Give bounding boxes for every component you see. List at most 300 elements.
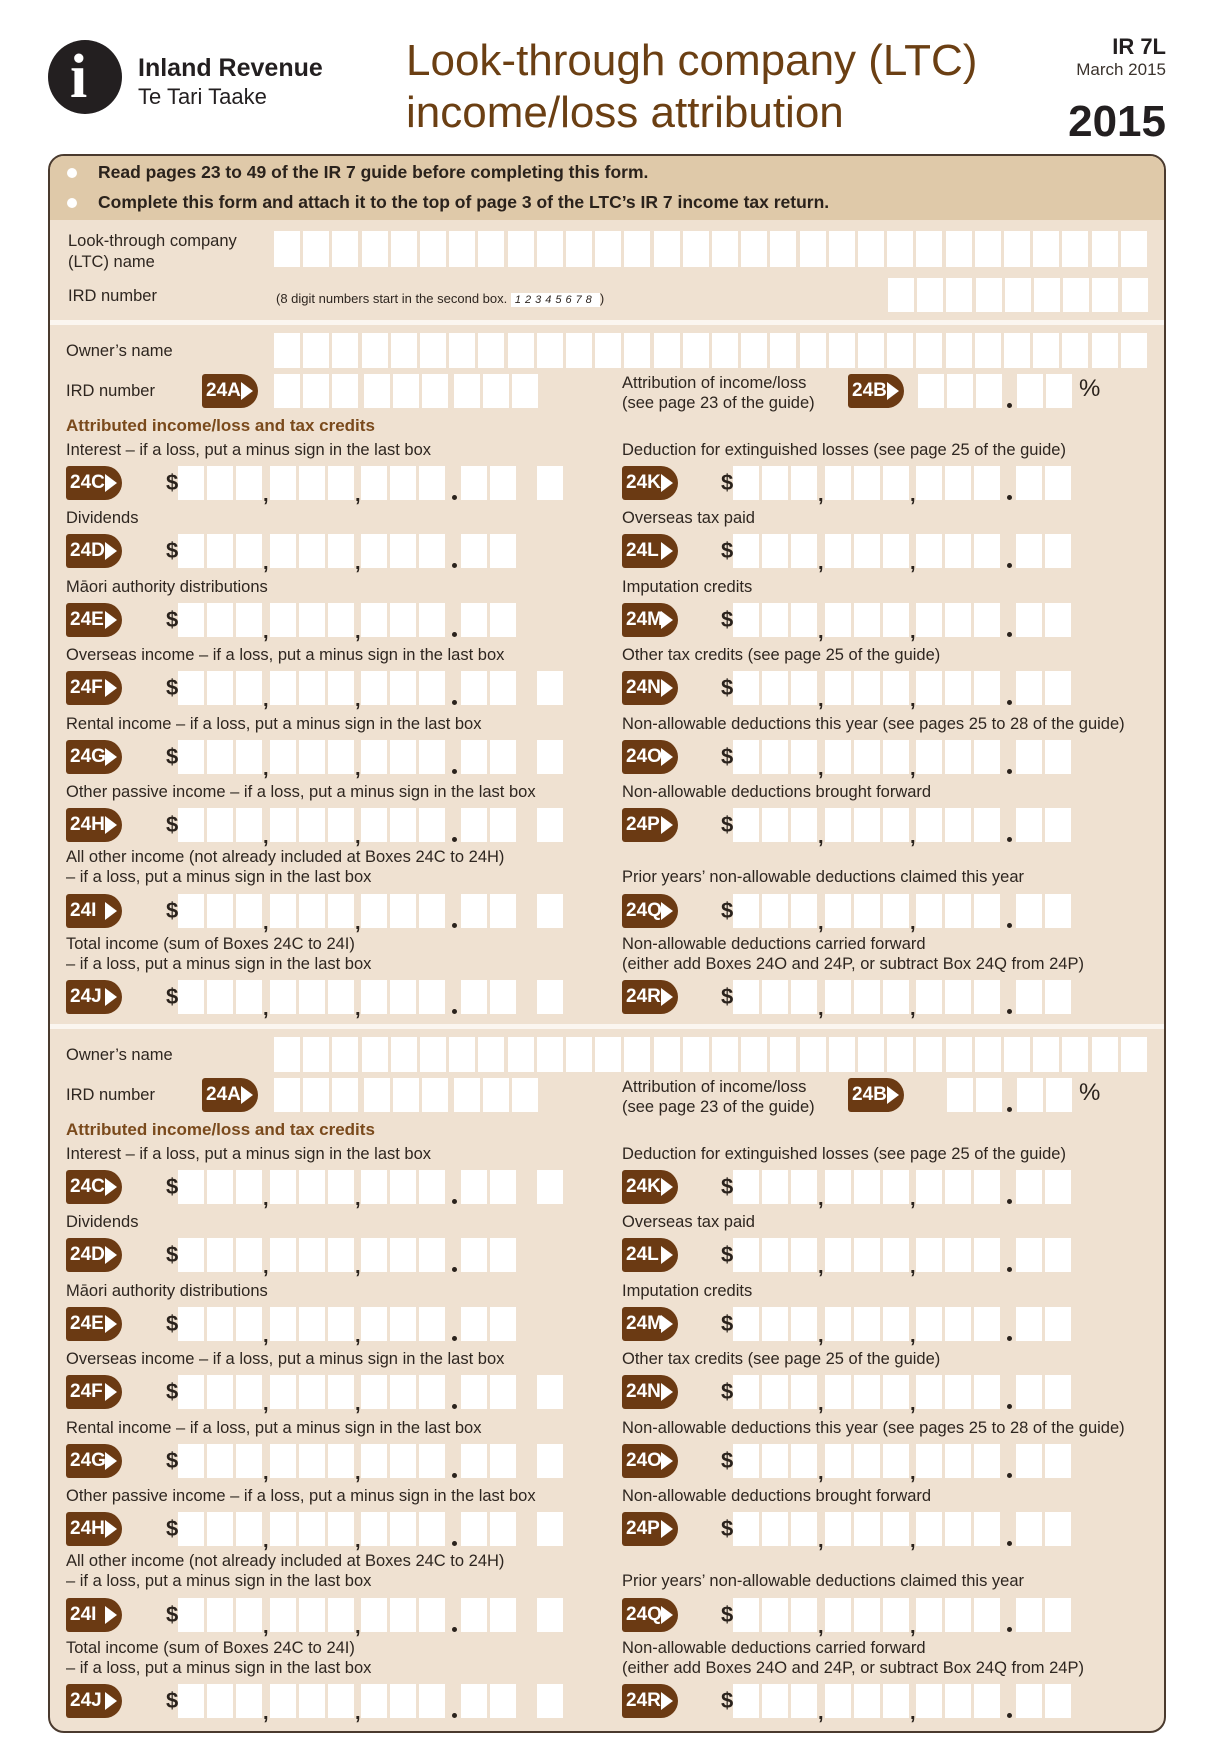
amount-digit-box[interactable]: [974, 1444, 1000, 1478]
amount-digit-box[interactable]: [419, 534, 445, 568]
amount-digit-box[interactable]: [236, 980, 262, 1014]
amount-digit-box[interactable]: [974, 980, 1000, 1014]
amount-digit-box[interactable]: [733, 1375, 759, 1409]
amount-digit-box[interactable]: [762, 808, 788, 842]
amount-digit-box[interactable]: [270, 808, 296, 842]
owner-name-box[interactable]: [975, 333, 1001, 368]
amount-digit-box[interactable]: [916, 1598, 942, 1632]
amount-digit-box[interactable]: [361, 740, 387, 774]
amount-digit-box[interactable]: [270, 894, 296, 928]
owner-name-box[interactable]: [1092, 333, 1118, 368]
amount-digit-box[interactable]: [299, 1375, 325, 1409]
amount-digit-box[interactable]: [390, 808, 416, 842]
cents-digit-box[interactable]: [461, 740, 487, 774]
amount-digit-box[interactable]: [178, 466, 204, 500]
amount-digit-box[interactable]: [825, 980, 851, 1014]
owner-name-box[interactable]: [887, 333, 913, 368]
ltc-name-box[interactable]: [1092, 231, 1118, 267]
ltc-name-box[interactable]: [391, 231, 417, 267]
cents-digit-box[interactable]: [1016, 671, 1042, 705]
cents-digit-box[interactable]: [461, 1684, 487, 1718]
cents-digit-box[interactable]: [1016, 1170, 1042, 1204]
amount-digit-box[interactable]: [236, 534, 262, 568]
amount-digit-box[interactable]: [207, 671, 233, 705]
amount-digit-box[interactable]: [328, 1684, 354, 1718]
ltc-name-box[interactable]: [829, 231, 855, 267]
amount-digit-box[interactable]: [299, 1444, 325, 1478]
attribution-percent-box[interactable]: [976, 374, 1002, 408]
amount-digit-box[interactable]: [883, 980, 909, 1014]
owner-name-box[interactable]: [537, 1037, 563, 1072]
amount-digit-box[interactable]: [733, 1444, 759, 1478]
ltc-name-box[interactable]: [1062, 231, 1088, 267]
cents-digit-box[interactable]: [1045, 1238, 1071, 1272]
cents-digit-box[interactable]: [1045, 603, 1071, 637]
ltc-name-box[interactable]: [508, 231, 534, 267]
amount-digit-box[interactable]: [762, 1512, 788, 1546]
amount-digit-box[interactable]: [207, 1375, 233, 1409]
amount-digit-box[interactable]: [270, 1512, 296, 1546]
cents-digit-box[interactable]: [1016, 534, 1042, 568]
amount-digit-box[interactable]: [945, 1512, 971, 1546]
owner-ird-box[interactable]: [393, 374, 419, 408]
cents-digit-box[interactable]: [461, 534, 487, 568]
amount-digit-box[interactable]: [762, 534, 788, 568]
ltc-name-box[interactable]: [887, 231, 913, 267]
amount-digit-box[interactable]: [299, 1238, 325, 1272]
amount-digit-box[interactable]: [236, 1512, 262, 1546]
amount-digit-box[interactable]: [733, 1170, 759, 1204]
cents-digit-box[interactable]: [461, 1512, 487, 1546]
owner-name-box[interactable]: [1033, 333, 1059, 368]
owner-ird-box[interactable]: [454, 1078, 480, 1112]
owner-ird-box[interactable]: [303, 374, 329, 408]
amount-digit-box[interactable]: [854, 603, 880, 637]
amount-digit-box[interactable]: [945, 1375, 971, 1409]
amount-digit-box[interactable]: [854, 1238, 880, 1272]
amount-digit-box[interactable]: [733, 894, 759, 928]
amount-digit-box[interactable]: [883, 671, 909, 705]
amount-digit-box[interactable]: [419, 1444, 445, 1478]
amount-digit-box[interactable]: [733, 466, 759, 500]
amount-digit-box[interactable]: [419, 671, 445, 705]
amount-digit-box[interactable]: [328, 1170, 354, 1204]
amount-digit-box[interactable]: [762, 1238, 788, 1272]
amount-digit-box[interactable]: [207, 603, 233, 637]
amount-digit-box[interactable]: [299, 1170, 325, 1204]
minus-sign-box[interactable]: [537, 1444, 563, 1478]
cents-digit-box[interactable]: [461, 1375, 487, 1409]
amount-digit-box[interactable]: [916, 466, 942, 500]
ltc-name-box[interactable]: [916, 231, 942, 267]
amount-digit-box[interactable]: [419, 466, 445, 500]
amount-digit-box[interactable]: [178, 740, 204, 774]
amount-digit-box[interactable]: [733, 740, 759, 774]
amount-digit-box[interactable]: [945, 1598, 971, 1632]
amount-digit-box[interactable]: [328, 466, 354, 500]
amount-digit-box[interactable]: [974, 740, 1000, 774]
cents-digit-box[interactable]: [461, 1170, 487, 1204]
amount-digit-box[interactable]: [236, 808, 262, 842]
cents-digit-box[interactable]: [490, 1307, 516, 1341]
amount-digit-box[interactable]: [236, 1444, 262, 1478]
amount-digit-box[interactable]: [419, 1375, 445, 1409]
cents-digit-box[interactable]: [461, 466, 487, 500]
minus-sign-box[interactable]: [537, 740, 563, 774]
owner-ird-box[interactable]: [393, 1078, 419, 1112]
amount-digit-box[interactable]: [945, 671, 971, 705]
minus-sign-box[interactable]: [537, 1598, 563, 1632]
amount-digit-box[interactable]: [916, 1375, 942, 1409]
ltc-name-box[interactable]: [654, 231, 680, 267]
cents-digit-box[interactable]: [490, 980, 516, 1014]
cents-digit-box[interactable]: [1045, 1598, 1071, 1632]
owner-name-box[interactable]: [391, 1037, 417, 1072]
amount-digit-box[interactable]: [883, 1512, 909, 1546]
owner-ird-box[interactable]: [332, 1078, 358, 1112]
amount-digit-box[interactable]: [299, 1512, 325, 1546]
amount-digit-box[interactable]: [299, 671, 325, 705]
amount-digit-box[interactable]: [328, 1512, 354, 1546]
amount-digit-box[interactable]: [361, 1307, 387, 1341]
amount-digit-box[interactable]: [419, 1598, 445, 1632]
amount-digit-box[interactable]: [299, 603, 325, 637]
owner-name-box[interactable]: [274, 1037, 300, 1072]
ltc-name-box[interactable]: [537, 231, 563, 267]
amount-digit-box[interactable]: [945, 1684, 971, 1718]
amount-digit-box[interactable]: [791, 1444, 817, 1478]
amount-digit-box[interactable]: [945, 740, 971, 774]
cents-digit-box[interactable]: [461, 1238, 487, 1272]
owner-name-box[interactable]: [478, 333, 504, 368]
ltc-ird-box[interactable]: [1063, 278, 1089, 312]
minus-sign-box[interactable]: [537, 466, 563, 500]
amount-digit-box[interactable]: [854, 1375, 880, 1409]
amount-digit-box[interactable]: [883, 740, 909, 774]
amount-digit-box[interactable]: [945, 603, 971, 637]
cents-digit-box[interactable]: [1045, 1375, 1071, 1409]
owner-name-box[interactable]: [800, 333, 826, 368]
amount-digit-box[interactable]: [883, 1238, 909, 1272]
amount-digit-box[interactable]: [791, 603, 817, 637]
amount-digit-box[interactable]: [733, 603, 759, 637]
ltc-name-box[interactable]: [303, 231, 329, 267]
amount-digit-box[interactable]: [916, 1238, 942, 1272]
owner-name-box[interactable]: [683, 333, 709, 368]
amount-digit-box[interactable]: [916, 603, 942, 637]
amount-digit-box[interactable]: [916, 980, 942, 1014]
owner-name-box[interactable]: [741, 1037, 767, 1072]
amount-digit-box[interactable]: [854, 1512, 880, 1546]
amount-digit-box[interactable]: [762, 1684, 788, 1718]
amount-digit-box[interactable]: [299, 534, 325, 568]
attribution-percent-box[interactable]: [976, 1078, 1002, 1112]
ltc-name-box[interactable]: [712, 231, 738, 267]
cents-digit-box[interactable]: [1045, 671, 1071, 705]
minus-sign-box[interactable]: [537, 671, 563, 705]
amount-digit-box[interactable]: [883, 466, 909, 500]
cents-digit-box[interactable]: [1045, 1512, 1071, 1546]
amount-digit-box[interactable]: [270, 1684, 296, 1718]
owner-name-box[interactable]: [566, 1037, 592, 1072]
owner-name-box[interactable]: [1062, 1037, 1088, 1072]
cents-digit-box[interactable]: [490, 1512, 516, 1546]
amount-digit-box[interactable]: [883, 1375, 909, 1409]
ltc-name-box[interactable]: [624, 231, 650, 267]
amount-digit-box[interactable]: [854, 980, 880, 1014]
amount-digit-box[interactable]: [854, 894, 880, 928]
amount-digit-box[interactable]: [974, 808, 1000, 842]
owner-name-box[interactable]: [770, 1037, 796, 1072]
amount-digit-box[interactable]: [791, 1375, 817, 1409]
ltc-ird-box[interactable]: [1005, 278, 1031, 312]
amount-digit-box[interactable]: [854, 1598, 880, 1632]
cents-digit-box[interactable]: [461, 603, 487, 637]
amount-digit-box[interactable]: [361, 534, 387, 568]
cents-digit-box[interactable]: [1045, 740, 1071, 774]
amount-digit-box[interactable]: [883, 1598, 909, 1632]
amount-digit-box[interactable]: [236, 466, 262, 500]
cents-digit-box[interactable]: [1045, 980, 1071, 1014]
amount-digit-box[interactable]: [270, 671, 296, 705]
ltc-name-box[interactable]: [449, 231, 475, 267]
amount-digit-box[interactable]: [328, 603, 354, 637]
amount-digit-box[interactable]: [733, 980, 759, 1014]
owner-name-box[interactable]: [449, 1037, 475, 1072]
amount-digit-box[interactable]: [791, 808, 817, 842]
amount-digit-box[interactable]: [178, 894, 204, 928]
owner-name-box[interactable]: [712, 333, 738, 368]
ltc-name-box[interactable]: [946, 231, 972, 267]
owner-name-box[interactable]: [332, 333, 358, 368]
cents-digit-box[interactable]: [490, 671, 516, 705]
amount-digit-box[interactable]: [207, 1684, 233, 1718]
amount-digit-box[interactable]: [974, 1307, 1000, 1341]
amount-digit-box[interactable]: [270, 534, 296, 568]
owner-name-box[interactable]: [595, 1037, 621, 1072]
amount-digit-box[interactable]: [916, 671, 942, 705]
amount-digit-box[interactable]: [825, 894, 851, 928]
owner-name-box[interactable]: [274, 333, 300, 368]
amount-digit-box[interactable]: [825, 1170, 851, 1204]
ltc-name-box[interactable]: [274, 231, 300, 267]
owner-name-box[interactable]: [566, 333, 592, 368]
cents-digit-box[interactable]: [461, 808, 487, 842]
amount-digit-box[interactable]: [328, 980, 354, 1014]
cents-digit-box[interactable]: [461, 1307, 487, 1341]
amount-digit-box[interactable]: [361, 671, 387, 705]
amount-digit-box[interactable]: [270, 1375, 296, 1409]
owner-name-box[interactable]: [887, 1037, 913, 1072]
amount-digit-box[interactable]: [883, 1444, 909, 1478]
owner-name-box[interactable]: [1121, 333, 1147, 368]
owner-name-box[interactable]: [654, 333, 680, 368]
cents-digit-box[interactable]: [490, 808, 516, 842]
amount-digit-box[interactable]: [854, 808, 880, 842]
amount-digit-box[interactable]: [791, 1238, 817, 1272]
amount-digit-box[interactable]: [825, 534, 851, 568]
owner-name-box[interactable]: [829, 333, 855, 368]
owner-name-box[interactable]: [858, 333, 884, 368]
cents-digit-box[interactable]: [490, 740, 516, 774]
owner-name-box[interactable]: [683, 1037, 709, 1072]
amount-digit-box[interactable]: [178, 1684, 204, 1718]
cents-digit-box[interactable]: [1016, 603, 1042, 637]
amount-digit-box[interactable]: [207, 1598, 233, 1632]
amount-digit-box[interactable]: [178, 1238, 204, 1272]
amount-digit-box[interactable]: [916, 1307, 942, 1341]
amount-digit-box[interactable]: [791, 980, 817, 1014]
ltc-ird-box[interactable]: [1122, 278, 1148, 312]
amount-digit-box[interactable]: [390, 1238, 416, 1272]
amount-digit-box[interactable]: [825, 1444, 851, 1478]
owner-name-box[interactable]: [1004, 1037, 1030, 1072]
amount-digit-box[interactable]: [299, 980, 325, 1014]
amount-digit-box[interactable]: [390, 740, 416, 774]
owner-name-box[interactable]: [595, 333, 621, 368]
amount-digit-box[interactable]: [825, 671, 851, 705]
owner-name-box[interactable]: [478, 1037, 504, 1072]
amount-digit-box[interactable]: [791, 1170, 817, 1204]
owner-ird-box[interactable]: [332, 374, 358, 408]
attribution-percent-decimal-box[interactable]: [1046, 1078, 1072, 1112]
amount-digit-box[interactable]: [270, 980, 296, 1014]
ltc-ird-box[interactable]: [1092, 278, 1118, 312]
amount-digit-box[interactable]: [361, 980, 387, 1014]
amount-digit-box[interactable]: [916, 534, 942, 568]
amount-digit-box[interactable]: [361, 894, 387, 928]
amount-digit-box[interactable]: [178, 980, 204, 1014]
amount-digit-box[interactable]: [390, 1684, 416, 1718]
amount-digit-box[interactable]: [361, 466, 387, 500]
amount-digit-box[interactable]: [945, 466, 971, 500]
amount-digit-box[interactable]: [854, 671, 880, 705]
cents-digit-box[interactable]: [461, 671, 487, 705]
amount-digit-box[interactable]: [762, 1444, 788, 1478]
amount-digit-box[interactable]: [945, 980, 971, 1014]
ltc-name-box[interactable]: [741, 231, 767, 267]
ltc-name-box[interactable]: [420, 231, 446, 267]
cents-digit-box[interactable]: [490, 1170, 516, 1204]
cents-digit-box[interactable]: [490, 534, 516, 568]
cents-digit-box[interactable]: [1045, 1307, 1071, 1341]
amount-digit-box[interactable]: [762, 1307, 788, 1341]
amount-digit-box[interactable]: [328, 1375, 354, 1409]
owner-name-box[interactable]: [420, 333, 446, 368]
ltc-name-box[interactable]: [362, 231, 388, 267]
amount-digit-box[interactable]: [974, 1512, 1000, 1546]
amount-digit-box[interactable]: [945, 1170, 971, 1204]
amount-digit-box[interactable]: [299, 466, 325, 500]
amount-digit-box[interactable]: [419, 1307, 445, 1341]
amount-digit-box[interactable]: [419, 1512, 445, 1546]
amount-digit-box[interactable]: [328, 808, 354, 842]
amount-digit-box[interactable]: [361, 1684, 387, 1718]
amount-digit-box[interactable]: [883, 1307, 909, 1341]
amount-digit-box[interactable]: [236, 894, 262, 928]
amount-digit-box[interactable]: [299, 1684, 325, 1718]
amount-digit-box[interactable]: [390, 603, 416, 637]
amount-digit-box[interactable]: [328, 671, 354, 705]
cents-digit-box[interactable]: [1045, 894, 1071, 928]
amount-digit-box[interactable]: [328, 1307, 354, 1341]
amount-digit-box[interactable]: [854, 1684, 880, 1718]
amount-digit-box[interactable]: [390, 1375, 416, 1409]
minus-sign-box[interactable]: [537, 980, 563, 1014]
owner-name-box[interactable]: [362, 1037, 388, 1072]
amount-digit-box[interactable]: [236, 1170, 262, 1204]
amount-digit-box[interactable]: [236, 1307, 262, 1341]
amount-digit-box[interactable]: [825, 1375, 851, 1409]
ltc-name-box[interactable]: [478, 231, 504, 267]
ltc-name-box[interactable]: [1121, 231, 1147, 267]
owner-name-box[interactable]: [800, 1037, 826, 1072]
minus-sign-box[interactable]: [537, 894, 563, 928]
amount-digit-box[interactable]: [733, 808, 759, 842]
owner-ird-box[interactable]: [454, 374, 480, 408]
cents-digit-box[interactable]: [490, 1375, 516, 1409]
cents-digit-box[interactable]: [1045, 466, 1071, 500]
owner-name-box[interactable]: [975, 1037, 1001, 1072]
amount-digit-box[interactable]: [419, 1238, 445, 1272]
attribution-percent-box[interactable]: [947, 374, 973, 408]
minus-sign-box[interactable]: [537, 1170, 563, 1204]
minus-sign-box[interactable]: [537, 808, 563, 842]
amount-digit-box[interactable]: [207, 1512, 233, 1546]
owner-name-box[interactable]: [1121, 1037, 1147, 1072]
owner-ird-box[interactable]: [303, 1078, 329, 1112]
ltc-name-box[interactable]: [566, 231, 592, 267]
amount-digit-box[interactable]: [178, 1170, 204, 1204]
amount-digit-box[interactable]: [854, 1170, 880, 1204]
amount-digit-box[interactable]: [178, 671, 204, 705]
owner-ird-box[interactable]: [274, 374, 300, 408]
amount-digit-box[interactable]: [854, 534, 880, 568]
owner-name-box[interactable]: [654, 1037, 680, 1072]
amount-digit-box[interactable]: [916, 808, 942, 842]
amount-digit-box[interactable]: [883, 808, 909, 842]
amount-digit-box[interactable]: [236, 1684, 262, 1718]
amount-digit-box[interactable]: [207, 808, 233, 842]
amount-digit-box[interactable]: [791, 1512, 817, 1546]
cents-digit-box[interactable]: [1045, 808, 1071, 842]
amount-digit-box[interactable]: [791, 740, 817, 774]
cents-digit-box[interactable]: [1045, 534, 1071, 568]
owner-name-box[interactable]: [303, 1037, 329, 1072]
amount-digit-box[interactable]: [883, 894, 909, 928]
amount-digit-box[interactable]: [854, 1444, 880, 1478]
amount-digit-box[interactable]: [825, 1238, 851, 1272]
amount-digit-box[interactable]: [178, 808, 204, 842]
amount-digit-box[interactable]: [328, 1598, 354, 1632]
amount-digit-box[interactable]: [974, 671, 1000, 705]
amount-digit-box[interactable]: [974, 534, 1000, 568]
owner-name-box[interactable]: [916, 1037, 942, 1072]
cents-digit-box[interactable]: [1016, 740, 1042, 774]
amount-digit-box[interactable]: [270, 603, 296, 637]
amount-digit-box[interactable]: [916, 1170, 942, 1204]
owner-name-box[interactable]: [303, 333, 329, 368]
cents-digit-box[interactable]: [490, 894, 516, 928]
amount-digit-box[interactable]: [361, 1170, 387, 1204]
cents-digit-box[interactable]: [1016, 1598, 1042, 1632]
attribution-percent-decimal-box[interactable]: [1017, 1078, 1043, 1112]
ltc-name-box[interactable]: [683, 231, 709, 267]
amount-digit-box[interactable]: [762, 671, 788, 705]
amount-digit-box[interactable]: [916, 1512, 942, 1546]
minus-sign-box[interactable]: [537, 1375, 563, 1409]
amount-digit-box[interactable]: [328, 894, 354, 928]
